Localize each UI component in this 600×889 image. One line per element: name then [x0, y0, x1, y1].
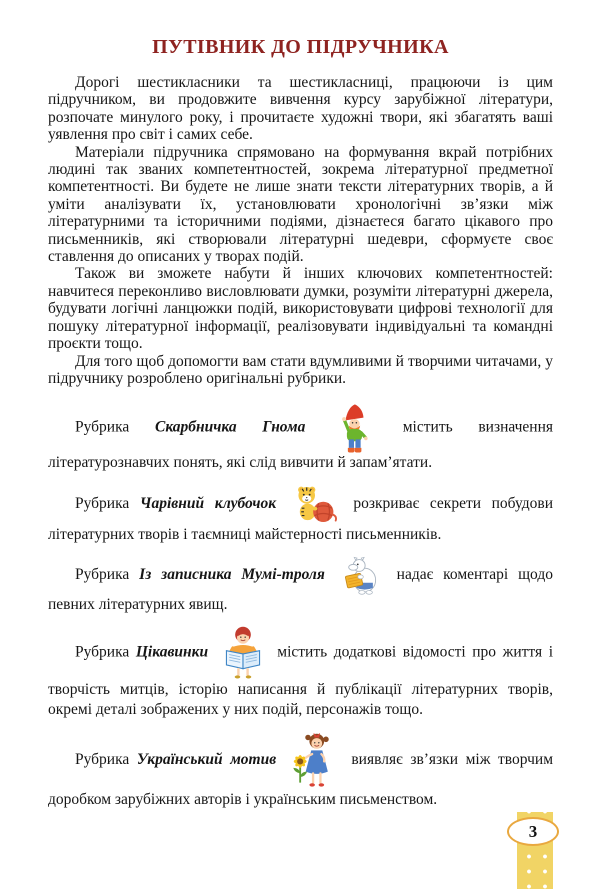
intro-paragraph-3: Також ви зможете набути й інших ключових компетентностей: навчитеся переконливо висловлювати думки, розуміти літературні джерела, будувати логічні ланцюжки подій, використовувати цифрові технології для пошуку літературної інформації, реалізовувати індивідуальні та командні проєкти тощо. [48, 265, 553, 353]
yarn-ball-tiger-icon [287, 495, 343, 512]
rubric-name: Український мотив [136, 751, 277, 769]
rubric-prefix: Рубрика [75, 751, 130, 769]
rubric-text: розкриває секрети побудови літературних творів і таємниці майстерності письменників. [48, 495, 554, 544]
intro-paragraph-4: Для того щоб допомогти вам стати вдумливими й творчими читачами, у підручнику розроблено оригінальні рубрики. [48, 352, 553, 387]
rubric-prefix: Рубрика [75, 495, 130, 513]
rubric-prefix: Рубрика [75, 643, 130, 661]
rubric-skarbnychka-hnoma [48, 403, 553, 473]
rubric-name: Цікавинки [135, 643, 209, 661]
page-number: 3 [528, 821, 538, 841]
rubric-text: містить додаткові відомості про життя і творчість митців, історію написання й публікації літературних творів, окремі деталі зображених у них подій, персонажів тощо. [48, 643, 554, 719]
page-title: ПУТІВНИК ДО ПІДРУЧНИКА [152, 36, 449, 58]
reading-boy-icon [215, 644, 271, 661]
sunflower-girl-icon [284, 751, 344, 768]
intro-paragraph-2: Матеріали підручника спрямовано на формування вкрай потрібних людині так званих компетентностей, зокрема літературної предметної компетентності. Ви будете не лише знати тексти літературних творів, а й уміти аналізувати їх, установлювати хронологічні зв’язки між літературними та історичними подіями, дізнаєтеся багато цікавого про письменників, які створювали літературні шедеври, сформуєте своє ставлення до описаних у творах подій. [48, 143, 553, 266]
rubric-text: виявляє зв’язки між творчим доробком зарубіжних авторів і українським письменством. [48, 751, 554, 809]
rubric-prefix: Рубрика [75, 418, 130, 436]
moomin-icon [335, 566, 387, 583]
intro-paragraph-1: Дорогі шестикласники та шестикласниці, працюючи із цим підручником, ви продовжите вивчення курсу зарубіжної літератури, розпочате минулого року, і прочитаєте художні твори, які збагатять ваші уявлення про світ і самих себе. [48, 74, 553, 144]
rubric-prefix: Рубрика [75, 566, 130, 584]
rubrics-list [48, 403, 553, 810]
page-content [48, 36, 553, 810]
rubric-name: Скарбничка Гнома [154, 418, 306, 436]
page-number-badge [507, 817, 559, 846]
rubric-text: надає коментарі щодо певних літературних явищ. [48, 566, 553, 614]
rubric-tsikavynky [48, 626, 553, 720]
rubric-name: Чарівний клубочок [139, 495, 277, 513]
gnome-icon [331, 419, 377, 436]
rubric-charivnyi-klubochok [48, 484, 553, 545]
intro-text [48, 74, 553, 387]
rubric-text: містить визначення літературознавчих понять, які слід вивчити й запам’ятати. [48, 418, 554, 472]
rubric-name: Із записника Мумі-троля [139, 566, 325, 584]
rubric-ukrainskyi-motyv [48, 731, 553, 810]
rubric-iz-zapysnyka-mumi-trolia [48, 556, 553, 615]
